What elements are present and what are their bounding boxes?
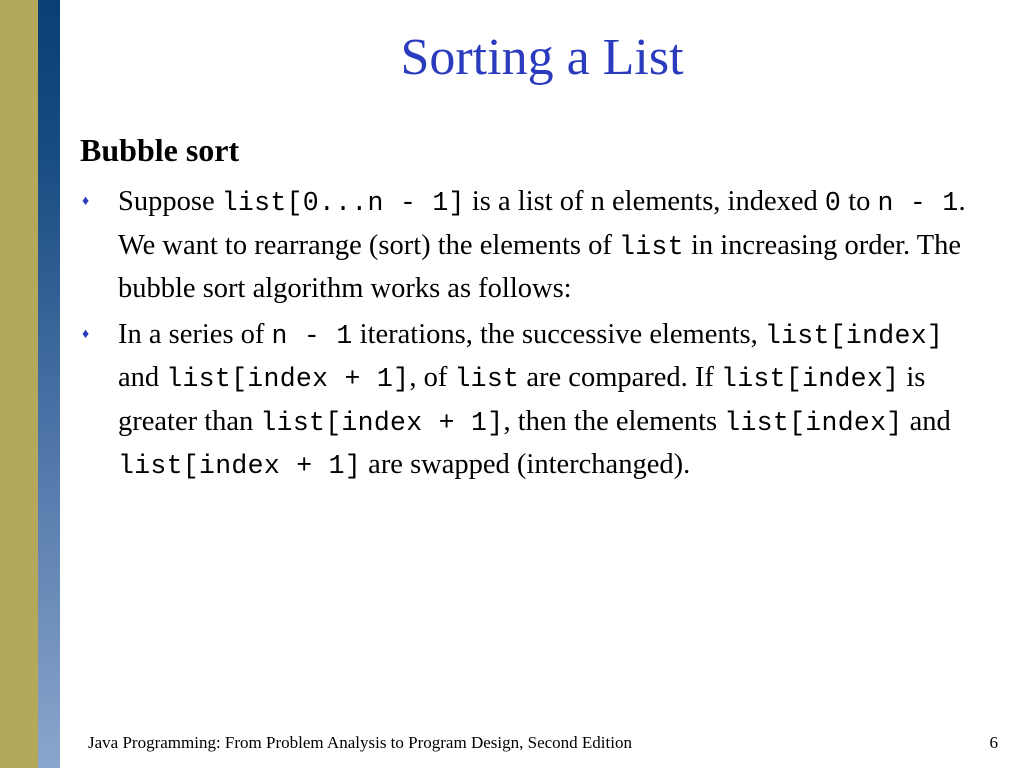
body-text: in increasing order. The bubble sort algorithm works as follows: (118, 229, 962, 304)
body-text: , of (409, 362, 455, 393)
left-decorative-bar-olive (0, 0, 38, 768)
code-text: list[0...n - 1] (221, 188, 465, 218)
body-text: is a list of n elements, indexed (464, 186, 825, 217)
footer-text: Java Programming: From Problem Analysis to Program Design, Second Edition (88, 733, 632, 752)
bullet-item (80, 181, 990, 310)
body-text: to (841, 186, 878, 217)
code-text: n - 1 (877, 188, 959, 218)
body-text: iterations, the successive elements, (352, 318, 765, 350)
code-text: list[index] (721, 364, 900, 394)
bullet-item (80, 314, 990, 488)
code-text: 0 (824, 188, 842, 218)
diamond-bullet-icon: ♦ (82, 326, 90, 342)
body-text: and (118, 362, 167, 393)
code-text: list[index + 1] (260, 407, 504, 438)
body-text: are swapped (interchanged). (361, 449, 691, 480)
section-heading: Bubble sort (80, 132, 240, 168)
slide-title: Sorting a List (400, 29, 684, 86)
body-text: , then the elements (503, 405, 725, 437)
left-decorative-bar-blue (38, 0, 60, 768)
body-text: In a series of (118, 318, 272, 350)
diamond-bullet-icon: ♦ (82, 194, 90, 209)
code-text: list (454, 364, 520, 394)
bullet-list (80, 181, 990, 492)
body-text: Suppose (118, 186, 222, 217)
code-text: list[index] (764, 320, 944, 351)
code-text: list[index + 1] (118, 451, 362, 481)
code-text: list[index + 1] (166, 364, 410, 394)
body-text: . We want to rearrange (sort) the elements of (118, 186, 966, 261)
code-text: n - 1 (271, 320, 353, 351)
code-text: list[index] (724, 407, 903, 438)
code-text: list (619, 231, 684, 262)
body-text: and (902, 405, 951, 437)
body-text: are compared. If (519, 362, 722, 393)
body-text: is greater than (118, 362, 926, 437)
page-number: 6 (989, 733, 998, 752)
